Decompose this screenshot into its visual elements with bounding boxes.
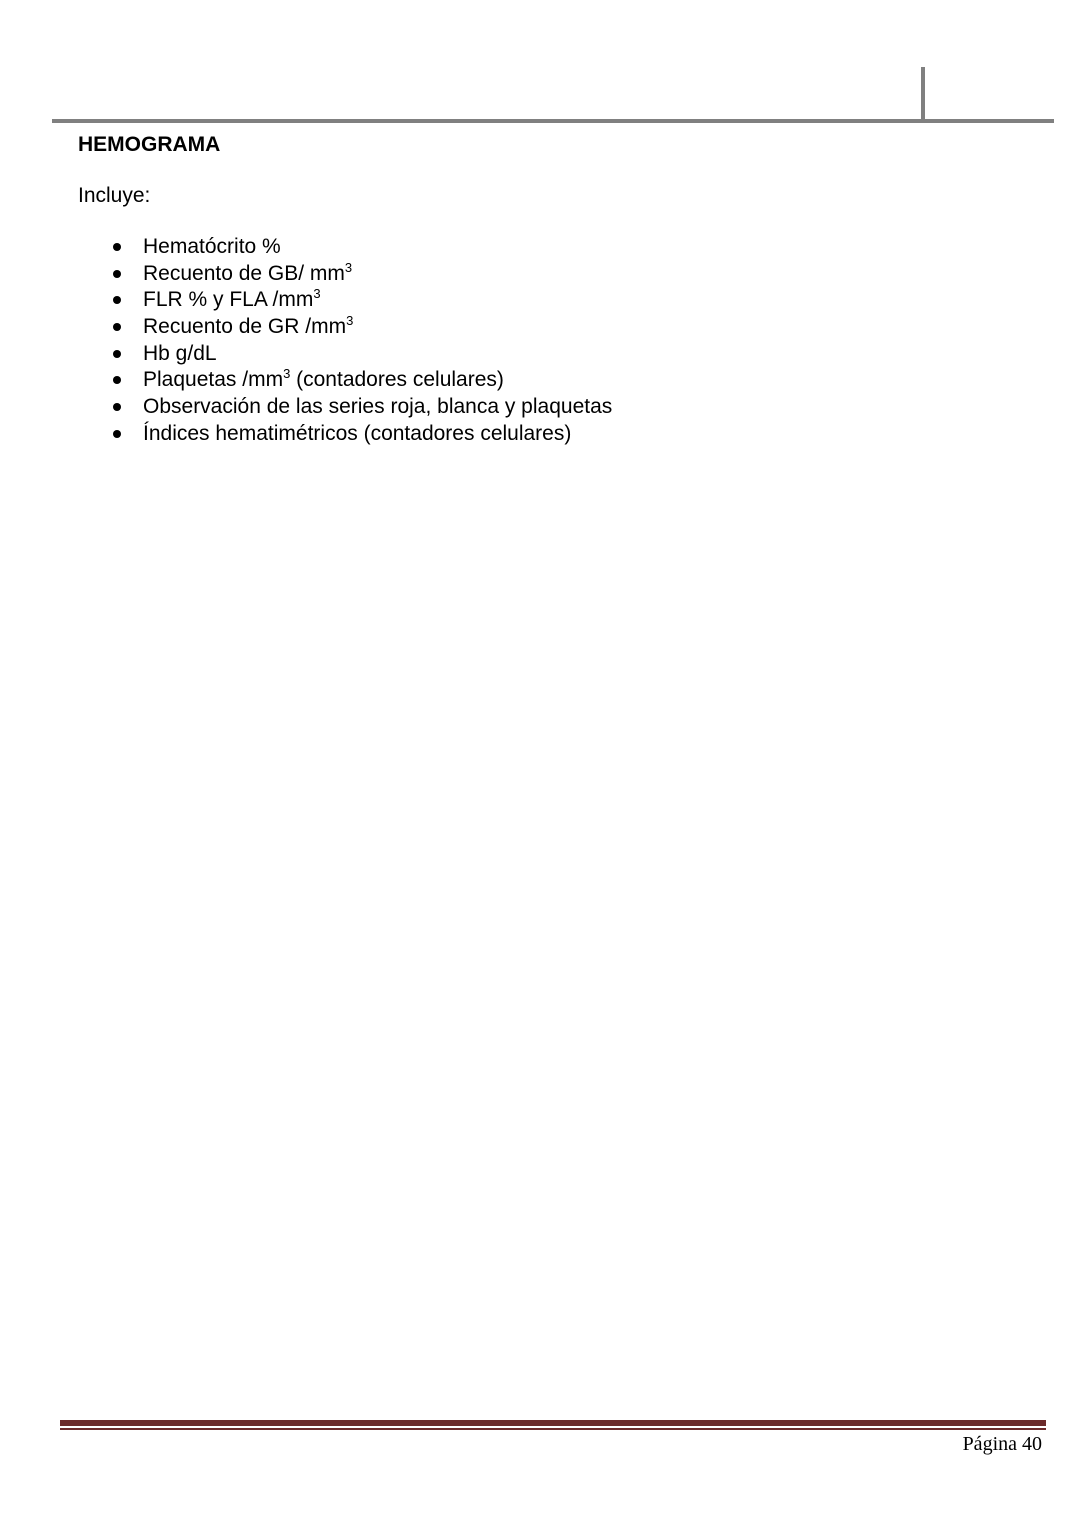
list-item-text [143,261,352,287]
section-intro: Incluye: [78,184,151,207]
list-item-label: Índices hematimétricos (contadores celulares) [143,421,572,445]
list-item-text [143,341,217,367]
bullet-icon [113,376,121,384]
bullet-icon [113,323,121,331]
list-item-label: Recuento de GR /mm [143,315,347,339]
bullet-icon [113,296,121,304]
footer-rule-thin [60,1428,1046,1430]
list-item-text [143,394,612,420]
list-item-superscript: 3 [344,259,353,275]
list-item-text [143,234,281,260]
list-item-label: Observación de las series roja, blanca y plaquetas [143,395,613,419]
bullet-icon [113,350,121,358]
header-tick [921,67,925,121]
list-item-text [143,421,571,447]
bullet-icon [113,243,121,251]
bullet-icon [113,403,121,411]
list-item-text [143,367,504,393]
list-item-superscript: 3 [283,366,291,382]
list-item-superscript: 3 [346,313,354,329]
list-item-superscript: 3 [313,286,321,302]
bullet-icon [113,270,121,278]
list-item-text [143,314,353,340]
page-number: Página 40 [962,1433,1042,1455]
list-item-label: Hb g/dL [143,341,217,365]
footer-rule [60,1420,1046,1426]
list-item-text [143,287,321,313]
list-item-label: FLR % y FLA /mm [143,288,314,312]
section-title: HEMOGRAMA [78,133,221,156]
list-item-label: Plaquetas /mm [143,368,284,392]
bullet-icon [113,430,121,438]
list-item-suffix: (contadores celulares) [290,368,504,392]
header-rule [52,119,1054,123]
list-item-label: Recuento de GB/ mm [143,261,345,285]
list-item-label: Hematócrito % [143,235,281,258]
